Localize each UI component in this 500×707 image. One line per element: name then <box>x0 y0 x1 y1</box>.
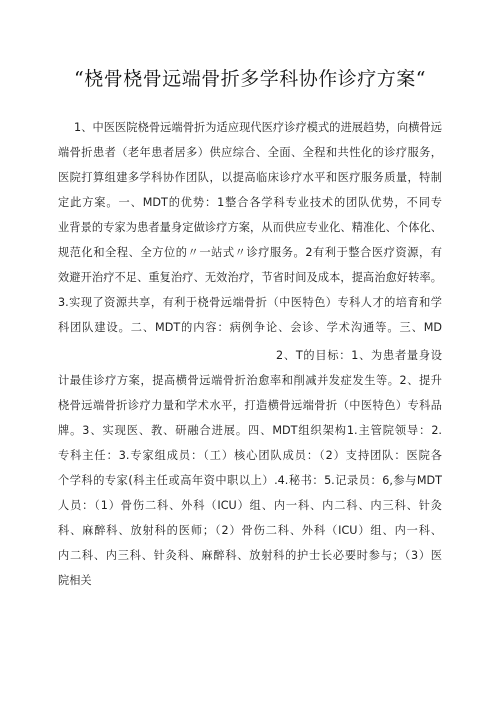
paragraph-line: 院相关 <box>58 574 92 587</box>
paragraph-line: 科、麻醉科、放射科的医师；（2）骨伤二科、外科（ICU）组、内一科、 <box>58 524 442 537</box>
paragraph-line: 专科主任：3.专家组成员：（工）核心团队成员：（2）支持团队：医院各 <box>58 449 442 462</box>
paragraph-line: 内二科、内三科、针灸科、麻醉科、放射科的护士长必要时参与；（3）医 <box>58 549 442 562</box>
paragraph-line: 牌。3、实现医、教、研融合进展。四、MDT组织架构1.主管院领导：2. <box>58 424 442 437</box>
paragraph-line: 桡骨远端骨折诊疗力量和学术水平，打造横骨远端骨折（中医特色）专科品 <box>58 399 442 412</box>
paragraph-line: 规范化和全程、全方位的〃一站式〃诊疗服务。2有利于整合医疗资源，有 <box>58 246 442 259</box>
paragraph-line: 业背景的专家为患者量身定做诊疗方案，从而供应专业化、精准化、个体化、 <box>58 221 442 234</box>
paragraph-line: 3.实现了资源共享，有利于桡骨远端骨折（中医特色）专科人才的培育和学 <box>58 296 442 309</box>
paragraph-line: 科团队建设。二、MDT的内容：病例争论、会诊、学术沟通等。三、MD <box>58 321 442 334</box>
paragraph-line: 人员：（1）骨伤二科、外科（ICU）组、内一科、内二科、内三科、针灸 <box>58 499 442 512</box>
paragraph-line: 1、中医医院桡骨远端骨折为适应现代医疗诊疗模式的进展趋势，向横骨远 <box>74 121 442 134</box>
paragraph-line: 医院打算组建多学科协作团队，以提高临床诊疗水平和医疗服务质量，特制 <box>58 171 442 184</box>
paragraph-line: 效避开治疗不足、重复治疗、无效治疗，节省时间及成本，提高治愈好转率。 <box>58 271 442 284</box>
paragraph-line: 个学科的专家(科主任或高年资中职以上）.4.秘书：5.记录员：6,参与MDT <box>58 474 442 487</box>
document-title: “桡骨桡骨远端骨折多学科协作诊疗方案“ <box>74 68 426 90</box>
paragraph-line: 端骨折患者（老年患者居多）供应综合、全面、全程和共性化的诊疗服务， <box>58 146 442 159</box>
paragraph-line: 定此方案。一、MDT的优势：1整合各学科专业技术的团队优势，不同专 <box>58 196 442 209</box>
paragraph-line: 2、T的目标：1、为患者量身设 <box>276 349 442 362</box>
paragraph-line: 计最佳诊疗方案，提高横骨远端骨折治愈率和削减并发症发生等。2、提升 <box>58 374 442 387</box>
